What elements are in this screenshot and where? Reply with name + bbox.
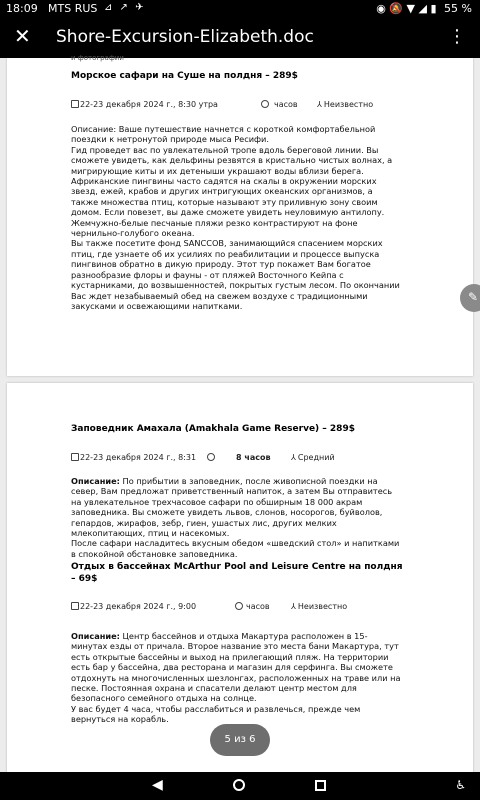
- document-page-current: [7, 383, 473, 783]
- page-indicator: 5 из 6: [210, 724, 270, 756]
- edit-icon: ✎: [468, 290, 479, 304]
- accessibility-icon[interactable]: ♿: [455, 778, 466, 792]
- excursion-difficulty: ⅄ Неизвестно: [317, 100, 374, 109]
- more-options-icon[interactable]: ⋮: [448, 26, 466, 47]
- walker-icon: ⅄: [291, 453, 296, 462]
- recent-apps-icon[interactable]: [315, 780, 326, 791]
- excursion-date: 22-23 декабря 2024 г., 8:31: [71, 453, 196, 462]
- close-icon[interactable]: ✕: [14, 24, 31, 48]
- signal-icon: ◢: [418, 2, 427, 15]
- excursion-date: 22-23 декабря 2024 г., 9:00: [71, 602, 196, 611]
- status-bar: [0, 0, 480, 18]
- excursion-duration: 8 часов: [207, 453, 271, 462]
- calendar-icon: [71, 453, 79, 461]
- notification-icons: ⊿ ↗ ✈: [104, 2, 146, 13]
- excursion-date: 22-23 декабря 2024 г., 8:30 утра: [71, 100, 218, 109]
- calendar-icon: [71, 602, 79, 610]
- excursion-duration: часов: [235, 602, 270, 611]
- excursion-heading: Отдых в бассейнах McArthur Pool and Leisure Centre на полдня – 69$: [71, 562, 403, 584]
- location-icon: ◉: [376, 2, 386, 15]
- walker-icon: ⅄: [291, 602, 296, 611]
- battery-icon: ▮: [430, 2, 437, 15]
- excursion-description: Описание: Центр бассейнов и отдыха Макартура расположен в 15-минутах езды от причала. Второе название это места бани Макартура, тут есть открытые бассейны и выход на прилегающий пляж. На территории есть бар у бассейна, два ресторана и магазин для серфинга. Вы сможете отдохнуть на многочисленных шезлонгах, расположенных на траве или на песке. Постоянная охрана и спасатели делают центр местом для безопасного семейного отдыха на солнце. У вас будет 4 часа, чтобы расслабиться и развлечься, прежде чем вернуться на корабль.: [71, 631, 401, 725]
- clock-icon: [235, 602, 243, 610]
- excursion-difficulty: ⅄ Средний: [291, 453, 335, 462]
- wifi-icon: ▼: [406, 2, 416, 15]
- calendar-icon: [71, 100, 79, 108]
- clock-icon: [261, 100, 269, 108]
- clock-icon: [207, 453, 215, 461]
- fast-scroll-handle[interactable]: [460, 284, 480, 312]
- excursion-heading: Морское сафари на Суше на полдня – 289$: [71, 71, 298, 81]
- excursion-difficulty: ⅄ Неизвестно: [291, 602, 348, 611]
- status-time: 18:09: [6, 2, 38, 15]
- battery-level: 55 %: [444, 2, 472, 15]
- home-icon[interactable]: [233, 779, 245, 791]
- system-nav-bar: [0, 772, 480, 800]
- document-page-previous: [7, 54, 473, 376]
- app-bar: [0, 18, 480, 58]
- status-right: [376, 2, 472, 15]
- back-icon[interactable]: ◀: [152, 777, 163, 793]
- mute-icon: 🔕: [389, 2, 404, 15]
- excursion-heading: Заповедник Амахала (Amakhala Game Reserve) – 289$: [71, 424, 355, 434]
- document-title: Shore-Excursion-Elizabeth.doc: [56, 27, 314, 47]
- walker-icon: ⅄: [317, 100, 322, 109]
- excursion-description: Описание: По прибытии в заповедник, после живописной поездки на север, Вам предложат приветственный напиток, а затем Вы отправитесь на увлекательное трехчасовое сафари по обширным 18 000 акрам заповедника. Вы сможете увидеть львов, слонов, носорогов, буйволов, гепардов, жирафов, зебр, гиен, ушастых лис, других мелких млекопитающих, птиц и насекомых. После сафари насладитесь вкусным обедом «шведский стол» и напитками в спокойной обстановке заповедника.: [71, 476, 400, 559]
- excursion-duration: часов: [261, 100, 298, 109]
- excursion-description: Описание: Ваше путешествие начнется с короткой комфортабельной поездки к нетронутой природе мыса Ресифи. Гид проведет вас по увлекательной тропе вдоль береговой линии. Вы сможете увидеть, как дельфины резвятся в кристально чистых волнах, а мигрирующие киты и их детеныши украшают воды вблизи берега. Африканские пингвины часто садятся на скалы в окружении морских звезд, ежей, крабов и других интригующих океанских организмов, а также множества птиц, которые называют эту приливную зону своим домом. Если повезет, вы даже сможете увидеть неуловимую антилопу. Жемчужно-белые песчаные пляжи резко контрастируют на фоне чернильно-голубого океана. Вы также посетите фонд SANCCOB, занимающийся спасением морских птиц, где узнаете об их усилиях по реабилитации и процессе выпуска пингвинов обратно в дикую природу. Этот тур покажет Вам богатое разнообразие флоры и фауны - от пляжей Восточного Кейпа с кустарниками, до возвышенностей, покрытых густым лесом. По окончании Вас ждет незабываемый обед на свежем воздухе с традиционными закусками и освежающими напитками.: [71, 124, 400, 311]
- status-carrier: MTS RUS: [48, 2, 98, 15]
- cut-off-text: и фотографии: [71, 54, 124, 62]
